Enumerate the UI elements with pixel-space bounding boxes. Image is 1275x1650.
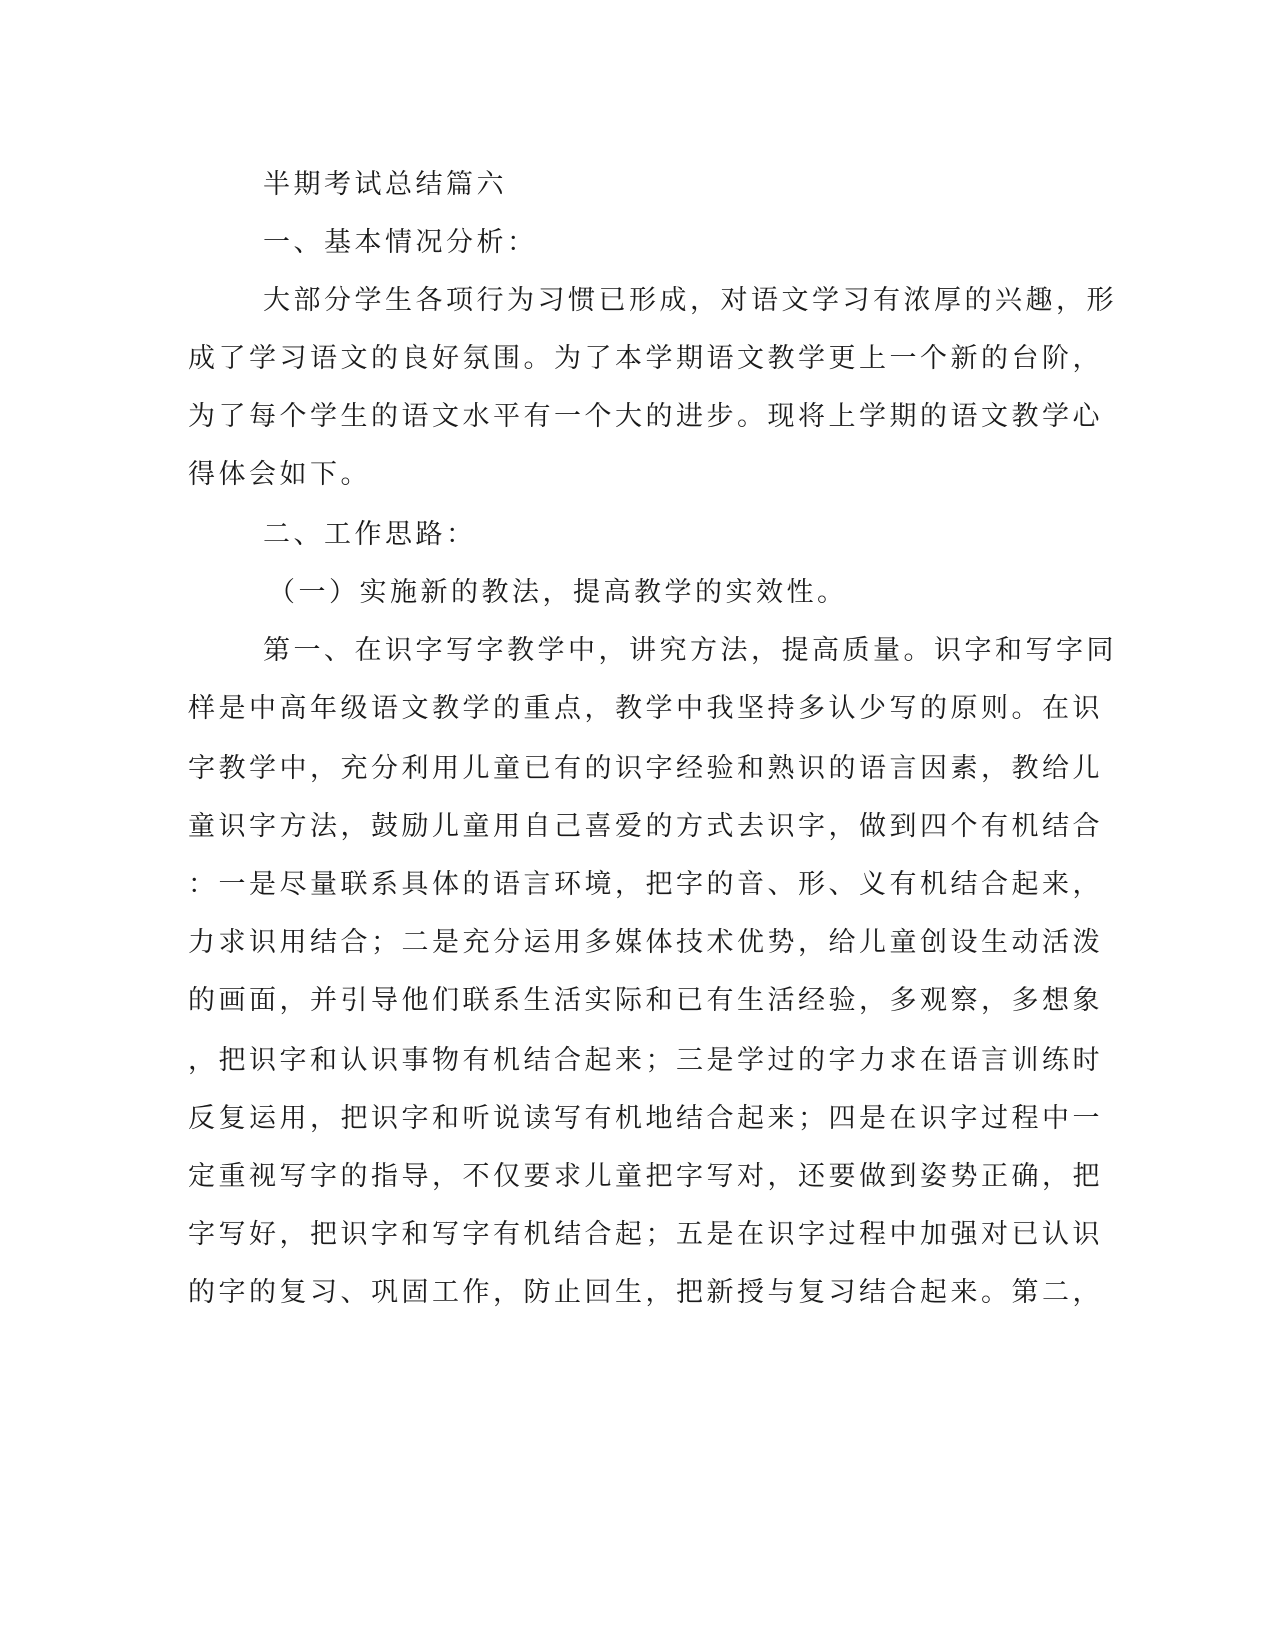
paragraph-line: 得体会如下。 (188, 459, 371, 490)
paragraph-line: 反复运用，把识字和听说读写有机地结合起来；四是在识字过程中一 (188, 1103, 1103, 1134)
paragraph-line: 定重视写字的指导，不仅要求儿童把字写对，还要做到姿势正确，把 (188, 1161, 1103, 1192)
paragraph-line: 为了每个学生的语文水平有一个大的进步。现将上学期的语文教学心 (188, 401, 1103, 432)
paragraph-line: ，把识字和认识事物有机结合起来；三是学过的字力求在语言训练时 (188, 1045, 1103, 1076)
paragraph-line: 字写好，把识字和写字有机结合起；五是在识字过程中加强对已认识 (188, 1219, 1103, 1250)
paragraph-line: 童识字方法，鼓励儿童用自己喜爱的方式去识字，做到四个有机结合 (188, 811, 1103, 842)
paragraph-line: 字教学中，充分利用儿童已有的识字经验和熟识的语言因素，教给儿 (188, 753, 1103, 784)
paragraph-line: 第一、在识字写字教学中，讲究方法，提高质量。识字和写字同 (263, 635, 1117, 666)
document-title: 半期考试总结篇六 (263, 169, 507, 200)
paragraph-line: ：一是尽量联系具体的语言环境，把字的音、形、义有机结合起来， (188, 869, 1103, 900)
subsection-heading: （一）实施新的教法，提高教学的实效性。 (268, 577, 848, 608)
section-heading-basic-analysis: 一、基本情况分析： (263, 227, 538, 258)
paragraph-line: 力求识用结合；二是充分运用多媒体技术优势，给儿童创设生动活泼 (188, 927, 1103, 958)
section-heading-work-ideas: 二、工作思路： (263, 519, 477, 550)
paragraph-line: 的字的复习、巩固工作，防止回生，把新授与复习结合起来。第二， (188, 1277, 1103, 1308)
paragraph-line: 样是中高年级语文教学的重点，教学中我坚持多认少写的原则。在识 (188, 693, 1103, 724)
paragraph-line: 成了学习语文的良好氛围。为了本学期语文教学更上一个新的台阶， (188, 343, 1103, 374)
paragraph-line: 的画面，并引导他们联系生活实际和已有生活经验，多观察，多想象 (188, 985, 1103, 1016)
paragraph-line: 大部分学生各项行为习惯已形成，对语文学习有浓厚的兴趣，形 (263, 285, 1117, 316)
